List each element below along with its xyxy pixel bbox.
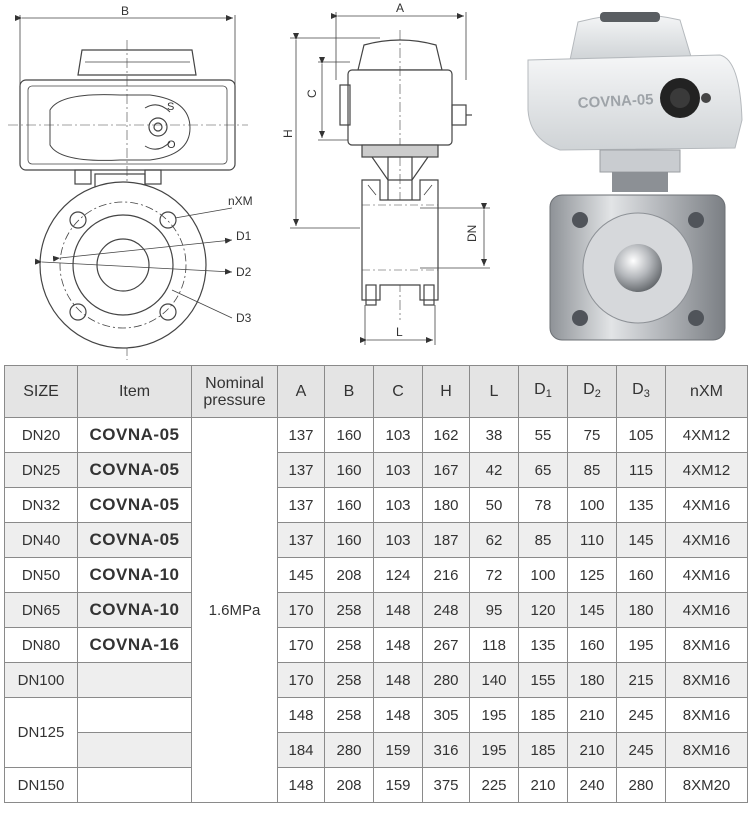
cell-a: 170 xyxy=(278,663,325,698)
cell-nxm: 8XM16 xyxy=(666,663,748,698)
cell-size: DN100 xyxy=(5,663,78,698)
cell-b: 160 xyxy=(325,488,374,523)
dim-label-dn: DN xyxy=(465,224,479,242)
cell-c: 103 xyxy=(374,523,423,558)
cell-a: 148 xyxy=(278,768,325,803)
cell-c: 159 xyxy=(374,768,423,803)
cell-l: 62 xyxy=(470,523,519,558)
cell-d3: 195 xyxy=(617,628,666,663)
cell-a: 145 xyxy=(278,558,325,593)
cell-d2: 180 xyxy=(568,663,617,698)
col-header-b: B xyxy=(325,366,374,418)
cell-l: 50 xyxy=(470,488,519,523)
cell-l: 195 xyxy=(470,733,519,768)
table-row xyxy=(5,733,748,768)
cell-a: 137 xyxy=(278,453,325,488)
cell-size: DN32 xyxy=(5,488,78,523)
cell-b: 280 xyxy=(325,733,374,768)
table-row xyxy=(5,523,748,558)
cell-h: 267 xyxy=(423,628,470,663)
cell-size: DN20 xyxy=(5,418,78,453)
dim-label-l: L xyxy=(396,325,403,339)
cell-c: 148 xyxy=(374,593,423,628)
cell-item: COVNA-05 xyxy=(78,453,192,488)
table-row xyxy=(5,488,748,523)
cell-h: 305 xyxy=(423,698,470,733)
switch-label-s: S xyxy=(167,101,175,113)
cell-h: 316 xyxy=(423,733,470,768)
cell-d1: 85 xyxy=(519,523,568,558)
table-header-row xyxy=(5,366,748,418)
cell-l: 118 xyxy=(470,628,519,663)
cell-nxm: 8XM16 xyxy=(666,698,748,733)
cell-d2: 240 xyxy=(568,768,617,803)
cell-d2: 210 xyxy=(568,698,617,733)
cell-d2: 100 xyxy=(568,488,617,523)
cell-a: 137 xyxy=(278,523,325,558)
cell-nxm: 8XM20 xyxy=(666,768,748,803)
col-header-d3: $D_3$ xyxy=(617,366,666,418)
cell-h: 167 xyxy=(423,453,470,488)
side-view-drawing xyxy=(290,12,490,345)
table-row xyxy=(5,453,748,488)
cell-d3: 105 xyxy=(617,418,666,453)
cell-c: 148 xyxy=(374,628,423,663)
cell-h: 162 xyxy=(423,418,470,453)
cell-d1: 120 xyxy=(519,593,568,628)
switch-label-o: O xyxy=(167,139,176,151)
valve-ball xyxy=(614,244,662,292)
col-header-a: A xyxy=(278,366,325,418)
cell-b: 160 xyxy=(325,418,374,453)
cell-size: DN125 xyxy=(5,698,78,768)
table-row xyxy=(5,698,748,733)
table-row xyxy=(5,558,748,593)
cell-d2: 210 xyxy=(568,733,617,768)
cell-b: 208 xyxy=(325,768,374,803)
cell-d3: 280 xyxy=(617,768,666,803)
cell-pressure: 1.6MPa xyxy=(192,418,278,803)
cell-nxm: 4XM12 xyxy=(666,418,748,453)
product-photo xyxy=(520,0,750,355)
cell-a: 148 xyxy=(278,698,325,733)
cell-l: 38 xyxy=(470,418,519,453)
cell-d3: 215 xyxy=(617,663,666,698)
cell-item: COVNA-05 xyxy=(78,418,192,453)
cell-d3: 115 xyxy=(617,453,666,488)
cell-d2: 75 xyxy=(568,418,617,453)
cell-c: 148 xyxy=(374,663,423,698)
cell-c: 103 xyxy=(374,488,423,523)
cell-d1: 135 xyxy=(519,628,568,663)
cell-d1: 65 xyxy=(519,453,568,488)
col-header-d2: $D_2$ xyxy=(568,366,617,418)
cell-d1: 155 xyxy=(519,663,568,698)
cell-item: COVNA-05 xyxy=(78,523,192,558)
cell-b: 258 xyxy=(325,628,374,663)
cell-d2: 110 xyxy=(568,523,617,558)
label-d2: D2 xyxy=(236,265,252,279)
cell-d1: 78 xyxy=(519,488,568,523)
cell-l: 42 xyxy=(470,453,519,488)
col-header-item: Item xyxy=(78,366,192,418)
cell-item: COVNA-10 xyxy=(78,593,192,628)
cell-c: 148 xyxy=(374,698,423,733)
cell-d3: 160 xyxy=(617,558,666,593)
cell-a: 137 xyxy=(278,418,325,453)
label-d3: D3 xyxy=(236,311,252,325)
cell-h: 280 xyxy=(423,663,470,698)
cell-h: 180 xyxy=(423,488,470,523)
label-d1: D1 xyxy=(236,229,252,243)
table-row xyxy=(5,418,748,453)
table-row xyxy=(5,663,748,698)
cell-size: DN50 xyxy=(5,558,78,593)
cell-d1: 185 xyxy=(519,698,568,733)
cell-h: 187 xyxy=(423,523,470,558)
spec-table-body xyxy=(5,418,748,803)
cell-d3: 180 xyxy=(617,593,666,628)
cell-size: DN150 xyxy=(5,768,78,803)
cell-l: 195 xyxy=(470,698,519,733)
cell-size: DN40 xyxy=(5,523,78,558)
col-header-c: C xyxy=(374,366,423,418)
cell-d3: 245 xyxy=(617,733,666,768)
col-header-d1: $D_1$ xyxy=(519,366,568,418)
cell-b: 258 xyxy=(325,663,374,698)
cell-item xyxy=(78,663,192,698)
cell-l: 140 xyxy=(470,663,519,698)
col-header-h: H xyxy=(423,366,470,418)
cell-nxm: 4XM16 xyxy=(666,593,748,628)
cell-b: 258 xyxy=(325,698,374,733)
cell-item: COVNA-10 xyxy=(78,558,192,593)
cell-c: 124 xyxy=(374,558,423,593)
dim-label-b: B xyxy=(120,4,130,18)
cell-d2: 160 xyxy=(568,628,617,663)
dim-label-c: C xyxy=(305,89,319,98)
cell-d1: 100 xyxy=(519,558,568,593)
cell-c: 159 xyxy=(374,733,423,768)
cell-c: 103 xyxy=(374,453,423,488)
cell-d3: 135 xyxy=(617,488,666,523)
cell-a: 137 xyxy=(278,488,325,523)
table-row xyxy=(5,768,748,803)
cell-l: 225 xyxy=(470,768,519,803)
dim-label-h: H xyxy=(281,129,295,138)
cell-b: 160 xyxy=(325,523,374,558)
front-view-drawing xyxy=(8,15,248,360)
cell-nxm: 8XM16 xyxy=(666,733,748,768)
photo-brand-text: COVNA-05 xyxy=(577,91,654,112)
cell-h: 248 xyxy=(423,593,470,628)
table-row xyxy=(5,628,748,663)
label-nxm: nXM xyxy=(228,194,253,208)
cell-size: DN65 xyxy=(5,593,78,628)
col-header-nxm: nXM xyxy=(666,366,748,418)
cell-nxm: 4XM16 xyxy=(666,488,748,523)
spec-table xyxy=(4,365,748,803)
cell-l: 95 xyxy=(470,593,519,628)
cell-d2: 125 xyxy=(568,558,617,593)
cell-b: 160 xyxy=(325,453,374,488)
cell-item: COVNA-05 xyxy=(78,488,192,523)
cell-h: 216 xyxy=(423,558,470,593)
cell-b: 208 xyxy=(325,558,374,593)
cell-d1: 55 xyxy=(519,418,568,453)
cell-item: COVNA-16 xyxy=(78,628,192,663)
dim-label-a: A xyxy=(395,1,405,15)
cell-item xyxy=(78,768,192,803)
cell-d3: 245 xyxy=(617,698,666,733)
cell-c: 103 xyxy=(374,418,423,453)
col-header-l: L xyxy=(470,366,519,418)
cell-item xyxy=(78,698,192,733)
cell-nxm: 4XM16 xyxy=(666,523,748,558)
table-row xyxy=(5,593,748,628)
cell-size: DN80 xyxy=(5,628,78,663)
col-header-pressure: Nominal pressure xyxy=(192,366,278,418)
cell-nxm: 4XM12 xyxy=(666,453,748,488)
cell-size: DN25 xyxy=(5,453,78,488)
cell-nxm: 8XM16 xyxy=(666,628,748,663)
cell-d1: 210 xyxy=(519,768,568,803)
col-header-size: SIZE xyxy=(5,366,78,418)
cell-d2: 145 xyxy=(568,593,617,628)
cell-a: 170 xyxy=(278,628,325,663)
cell-b: 258 xyxy=(325,593,374,628)
cell-h: 375 xyxy=(423,768,470,803)
cell-l: 72 xyxy=(470,558,519,593)
cell-nxm: 4XM16 xyxy=(666,558,748,593)
cell-d1: 185 xyxy=(519,733,568,768)
cell-d3: 145 xyxy=(617,523,666,558)
cell-a: 170 xyxy=(278,593,325,628)
cell-d2: 85 xyxy=(568,453,617,488)
cell-a: 184 xyxy=(278,733,325,768)
cell-item xyxy=(78,733,192,768)
